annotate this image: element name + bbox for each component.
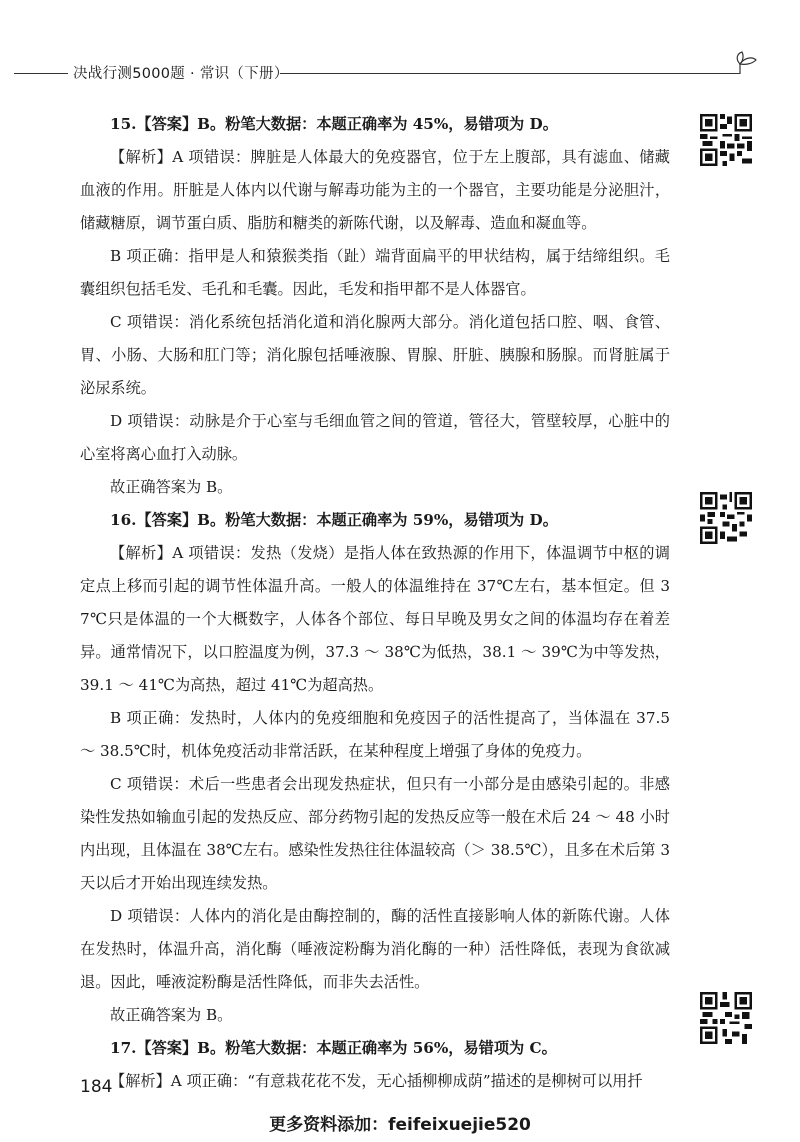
qr-code-icon[interactable] <box>700 114 752 166</box>
footer-note: 更多资料添加：feifeixuejie520 <box>269 1115 531 1135</box>
analysis-paragraph: C 项错误：术后一些患者会出现发热症状，但只有一小部分是由感染引起的。非感染性发热如输血引起的发热反应、部分药物引起的发热反应等一般在术后 24 ～ 48 小时内出现，且体温在 38℃左右。感染性发热往往体温较高（＞ 38.5℃），且多在术后第 3 天以后才开始出现连续发热。 <box>80 775 670 892</box>
page-number: 184 <box>80 1077 113 1097</box>
header-rule-right <box>280 73 740 74</box>
main-content <box>80 108 670 1098</box>
analysis-paragraph: D 项错误：人体内的消化是由酶控制的，酶的活性直接影响人体的新陈代谢。人体在发热时，体温升高，消化酶（唾液淀粉酶为消化酶的一种）活性降低，表现为食欲减退。因此，唾液淀粉酶是活性降低，而非失去活性。 <box>80 907 670 991</box>
answer-line: 16.【答案】B。粉笔大数据：本题正确率为 59%，易错项为 D。 <box>110 511 558 529</box>
analysis-paragraph: C 项错误：消化系统包括消化道和消化腺两大部分。消化道包括口腔、咽、食管、胃、小肠、大肠和肛门等；消化腺包括唾液腺、胃腺、肝脏、胰腺和肠腺。而肾脏属于泌尿系统。 <box>80 313 670 397</box>
analysis-paragraph: 【解析】A 项错误：脾脏是人体最大的免疫器官，位于左上腹部，具有滤血、储藏血液的作用。肝脏是人体内以代谢与解毒功能为主的一个器官，主要功能是分泌胆汁，储藏糖原，调节蛋白质、脂肪和糖类的新陈代谢，以及解毒、造血和凝血等。 <box>80 148 670 232</box>
analysis-paragraph: 【解析】A 项正确：“有意栽花花不发，无心插柳柳成荫”描述的是柳树可以用扦 <box>110 1072 643 1090</box>
analysis-paragraph: B 项正确：指甲是人和猿猴类指（趾）端背面扁平的甲状结构，属于结缔组织。毛囊组织包括毛发、毛孔和毛囊。因此，毛发和指甲都不是人体器官。 <box>80 247 670 298</box>
header-rule-left <box>14 73 68 74</box>
analysis-paragraph: 【解析】A 项错误：发热（发烧）是指人体在致热源的作用下，体温调节中枢的调定点上移而引起的调节性体温升高。一般人的体温维持在 37℃左右，基本恒定。但 37℃只是体温的一个大概数字，人体各个部位、每日早晚及男女之间的体温均存在着差异。通常情况下，以口腔温度为例，37.3 ～ 38℃为低热，38.1 ～ 39℃为中等发热，39.1 ～ 41℃为高热，超过 41℃为超高热。 <box>80 544 670 694</box>
qr-code-icon[interactable] <box>700 492 752 544</box>
answer-line: 15.【答案】B。粉笔大数据：本题正确率为 45%，易错项为 D。 <box>110 115 558 133</box>
answer-line: 17.【答案】B。粉笔大数据：本题正确率为 56%，易错项为 C。 <box>110 1039 557 1057</box>
sprout-icon <box>734 46 768 78</box>
analysis-paragraph: B 项正确：发热时，人体内的免疫细胞和免疫因子的活性提高了，当体温在 37.5 ～ 38.5℃时，机体免疫活动非常活跃，在某种程度上增强了身体的免疫力。 <box>80 709 670 760</box>
book-title: 决战行测5000题 · 常识（下册） <box>73 66 289 82</box>
running-header <box>0 58 800 88</box>
analysis-paragraph: D 项错误：动脉是介于心室与毛细血管之间的管道，管径大，管壁较厚，心脏中的心室将离心血打入动脉。 <box>80 412 670 463</box>
conclusion-line: 故正确答案为 B。 <box>110 1006 233 1024</box>
qr-code-icon[interactable] <box>700 992 752 1044</box>
conclusion-line: 故正确答案为 B。 <box>110 478 233 496</box>
